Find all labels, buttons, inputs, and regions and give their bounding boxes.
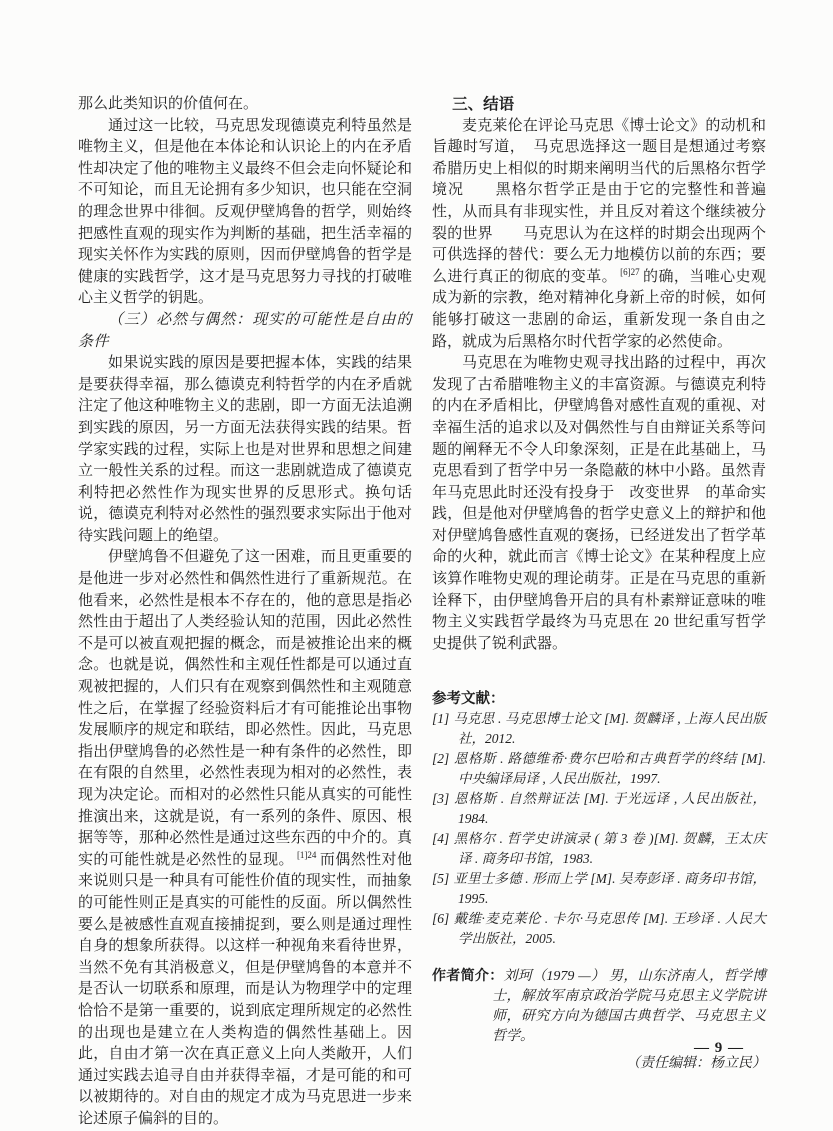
reference-label: [5] (432, 871, 450, 887)
author-bio-text: 刘珂（1979 —） 男，山东济南人，哲学博士，解放军南京政治学院马克思主义学院讲师，研究方向为德国古典哲学、马克思主义哲学。 (492, 969, 767, 1045)
reference-item (432, 789, 766, 829)
paragraph-continuation: 那么此类知识的价值何在。 (78, 96, 259, 112)
paragraph-conclusion-2: 马克思在为唯物史观寻找出路的过程中，再次发现了古希腊唯物主义的丰富资源。与德谟克利特的内在矛盾相比，伊壁鸠鲁对感性直观的重视、对幸福生活的追求以及对偶然性与自由辩证关系等问题的阐释无不令人印象深刻，正是在此基础上，马克思看到了哲学中另一条隐蔽的林中小路。虽然青年马克思此时还没有投身于 改变世界 的革命实践，但是他对伊壁鸠鲁的哲学史意义上的辩护和他对伊壁鸠鲁感性直观的褒扬，已经迸发出了哲学革命的火种，就此而言《博士论文》在某种程度上应该算作唯物史观的理论萌芽。正是在马克思的重新诠释下，由伊壁鸠鲁开启的具有朴素辩证意味的唯物主义实践哲学最终为马克思在 20 世纪重写哲学史提供了锐利武器。 (432, 355, 766, 652)
two-column-layout (78, 94, 766, 1131)
citation-marker: [6]27 (620, 266, 640, 277)
page-number: — 9 — (694, 1040, 744, 1056)
paragraph-comparison: 通过这一比较，马克思发现德谟克利特虽然是唯物主义，但是他在本体论和认识论上的内在矛盾性却决定了他的唯物主义最终不但会走向怀疑论和不可知论，而且无论拥有多少知识，也只能在空洞的理念世界中徘徊。反观伊壁鸠鲁的哲学，则始终把感性直观的现实作为判断的基础，把生活幸福的现实关怀作为实践的原则，因而伊壁鸠鲁的哲学是健康的实践哲学，这才是马克思努力寻找的打破唯心主义哲学的钥匙。 (78, 117, 412, 307)
reference-label: [1] (432, 711, 450, 727)
paragraph-text: 而偶然性对他来说则只是一种具有可能性价值的现实性，而抽象的可能性则正是真实的可能性的反面。所以偶然性要么是被感性直观直接捕捉到，要么则是通过理性自身的想象所获得。以这样一种视角来看待世界，当然不免有其消极意义，但是伊壁鸠鲁的本意并不是否认一切联系和原理，而是认为物理学中的定理恰恰不是第一重要的，说到底定理所规定的必然性的出现也是建立在人类构造的偶然性基础上。因此，自由才第一次在真正意义上向人类敞开，人们通过实践去追寻自由并获得幸福，才是可能的和可以被期待的。对自由的规定才成为马克思进一步来论述原子偏斜的目的。 (78, 851, 412, 1127)
reference-text: 恩格斯 . 路德维希·费尔巴哈和古典哲学的终结 [M]. 中央编译局译 , 人民出版社，1997. (453, 751, 766, 787)
references-heading: 参考文献： (432, 691, 505, 708)
reference-item (432, 909, 766, 949)
reference-text: 马克思 . 马克思博士论文 [M]. 贺麟译 , 上海人民出版社，2012. (453, 711, 766, 747)
citation-marker: [1]24 (296, 849, 317, 860)
author-bio-label: 作者简介： (432, 967, 504, 984)
author-bio (432, 965, 766, 1047)
paragraph-text: 麦克莱伦在评论马克思《博士论文》的动机和旨趣时写道， 马克思选择这一题目是想通过考察希腊历史上相似的时期来阐明当代的后黑格尔哲学境况 黑格尔哲学正是由于它的完整性和普遍性，从而具有非现实性，并且反对着这个继续被分裂的世界 马克思认为在这样的时期会出现两个可供选择的替代：要么无力地模仿以前的东西；要么进行真正的彻底的变革。 (432, 117, 766, 285)
reference-text: 黑格尔 . 哲学史讲演录 ( 第 3 卷 )[M]. 贺麟，王太庆译 . 商务印书馆，1983. (453, 831, 766, 867)
paragraph-practice: 如果说实践的原因是要把握本体，实践的结果是要获得幸福，那么德谟克利特哲学的内在矛盾就注定了他这种唯物主义的悲剧，即一方面无法追溯到实践的原因，另一方面无法获得实践的结果。哲学家实践的过程，实际上也是对世界和思想之间建立一般性关系的过程。而这一悲剧就造成了德谟克利特把必然性作为现实世界的反思形式。换句话说，德谟克利特对必然性的强烈要求实际出于他对待实践问题上的绝望。 (78, 355, 412, 544)
reference-item (432, 749, 766, 789)
reference-label: [6] (432, 911, 450, 927)
right-column (432, 94, 766, 1131)
paragraph-text: 伊壁鸠鲁不但避免了这一困难，而且更重要的是他进一步对必然性和偶然性进行了重新规范。在他看来，必然性是根本不存在的，他的意思是指必然性由于超出了人类经验认知的范围，因此必然性不是可以被直观把握的概念，而是被推论出来的概念。也就是说，偶然性和主观任性都是可以通过直观被把握的，人们只有在观察到偶然性和主观随意性之后，在掌握了经验资料后才有可能推论出事物发展顺序的规定和联结，即必然性。因此，马克思指出伊壁鸠鲁的必然性是一种有条件的必然性，即 在有限的自然里，必然性表现为相对的必然性，表现为决定论。而相对的必然性只能从真实的可能性推演出来，这就是说，有一系列的条件、原因、根据等等，那种必然性是通过这些东西的中介的。真实的可能性就是必然性的显现。 (78, 549, 428, 868)
reference-label: [2] (432, 751, 450, 767)
left-column (78, 94, 428, 1131)
paragraph-text: 的确，当唯心史观成为新的宗教，绝对精神化身新上帝的时候，如何能够打破这一悲剧的命运，重新发现一条自由之路，就成为后黑格尔时代哲学家的必然使命。 (432, 268, 766, 350)
reference-label: [3] (432, 791, 450, 807)
reference-text: 亚里士多德 . 形而上学 [M]. 吴寿彭译 . 商务印书馆，1995. (453, 871, 766, 907)
reference-text: 恩格斯 . 自然辩证法 [M]. 于光远译 , 人民出版社，1984. (453, 791, 766, 827)
paragraph-conclusion-1 (432, 116, 766, 354)
reference-item (432, 869, 766, 909)
reference-item (432, 829, 766, 869)
reference-text: 戴维·麦克莱伦 . 卡尔·马克思传 [M]. 王珍译 . 人民大学出版社，2005. (453, 911, 766, 947)
reference-label: [4] (432, 831, 450, 847)
conclusion-heading: 三、结语 (452, 96, 515, 113)
subsection-heading: （三）必然与偶然：现实的可能性是自由的条件 (78, 311, 412, 350)
editor-note: （责任编辑：杨立民） (626, 1056, 766, 1072)
reference-item (432, 709, 766, 749)
paragraph-necessity (78, 547, 428, 1130)
